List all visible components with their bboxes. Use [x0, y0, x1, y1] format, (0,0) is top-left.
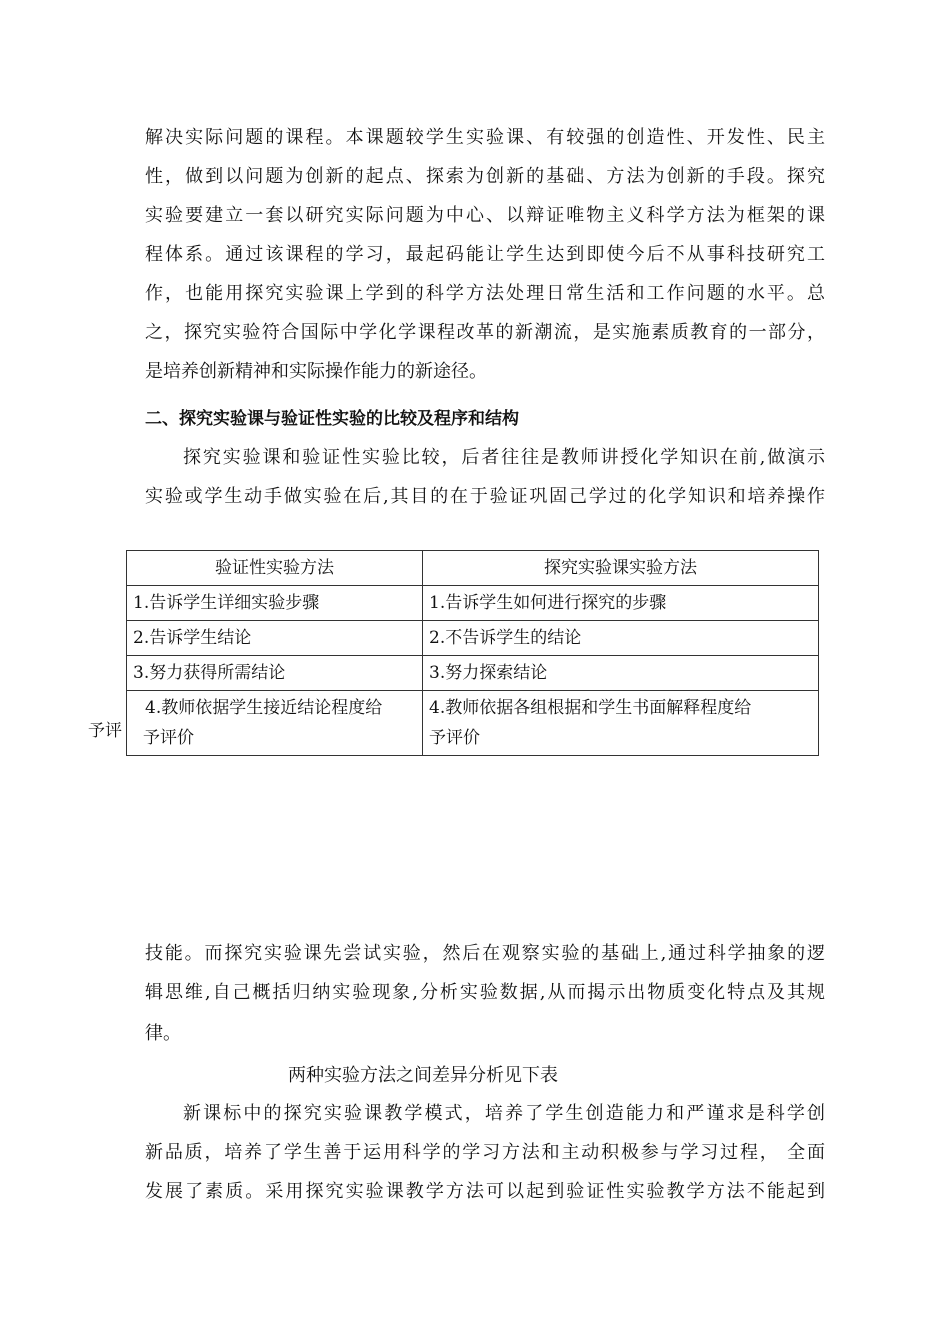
paragraph-line: 解决实际问题的课程。本课题较学生实验课、有较强的创造性、开发性、民主: [145, 127, 825, 148]
paragraph-line: 新品质，培养了学生善于运用科学的学习方法和主动积极参与学习过程， 全面: [145, 1142, 825, 1163]
table-row: [127, 656, 819, 691]
table-row: [127, 621, 819, 656]
table-header-cell: 验证性实验方法: [127, 551, 423, 586]
overflow-text: 予评: [88, 721, 122, 741]
cell-line: 予评价: [429, 728, 480, 748]
paragraph-line: 新课标中的探究实验课教学模式，培养了学生创造能力和严谨求是科学创: [183, 1103, 825, 1124]
table-header-row: [127, 551, 819, 586]
table-caption: 两种实验方法之间差异分析见下表: [288, 1065, 558, 1086]
paragraph-line: 实验或学生动手做实验在后,其目的在于验证巩固己学过的化学知识和培养操作: [145, 486, 825, 507]
section-heading: 二、探究实验课与验证性实验的比较及程序和结构: [145, 409, 519, 429]
cell-line: 4.教师依据各组根据和学生书面解释程度给: [429, 698, 752, 718]
table-header-cell: 探究实验课实验方法: [423, 551, 819, 586]
paragraph-line: 程体系。通过该课程的学习，最起码能让学生达到即使今后不从事科技研究工: [145, 244, 825, 265]
table-cell: 2.不告诉学生的结论: [423, 621, 819, 656]
table-cell: 2.告诉学生结论: [127, 621, 423, 656]
table-cell: 1.告诉学生详细实验步骤: [127, 586, 423, 621]
paragraph-line: 作，也能用探究实验课上学到的科学方法处理日常生活和工作问题的水平。总: [145, 283, 825, 304]
paragraph-line: 之，探究实验符合国际中学化学课程改革的新潮流，是实施素质教育的一部分，: [145, 322, 825, 343]
table-cell: [127, 691, 423, 756]
table-row: [127, 586, 819, 621]
cell-line: 4.教师依据学生接近结论程度给: [145, 698, 383, 718]
comparison-table: [126, 550, 819, 756]
paragraph-line: 性，做到以问题为创新的起点、探索为创新的基础、方法为创新的手段。探究: [145, 166, 825, 187]
paragraph-line: 律。: [145, 1023, 181, 1044]
table-cell: 1.告诉学生如何进行探究的步骤: [423, 586, 819, 621]
paragraph-line: 技能。而探究实验课先尝试实验，然后在观察实验的基础上,通过科学抽象的逻: [145, 943, 825, 964]
table-cell: [423, 691, 819, 756]
paragraph-line: 实验要建立一套以研究实际问题为中心、以辩证唯物主义科学方法为框架的课: [145, 205, 825, 226]
table-cell: 3.努力获得所需结论: [127, 656, 423, 691]
paragraph-line: 探究实验课和验证性实验比较，后者往往是教师讲授化学知识在前,做演示: [183, 447, 825, 468]
paragraph-line: 发展了素质。采用探究实验课教学方法可以起到验证性实验教学方法不能起到: [145, 1181, 825, 1202]
paragraph-line: 是培养创新精神和实际操作能力的新途径。: [145, 361, 487, 382]
paragraph-line: 辑思维,自己概括归纳实验现象,分析实验数据,从而揭示出物质变化特点及其规: [145, 982, 825, 1003]
table-row: [127, 691, 819, 756]
table-cell: 3.努力探索结论: [423, 656, 819, 691]
cell-line: 予评价: [143, 728, 194, 748]
